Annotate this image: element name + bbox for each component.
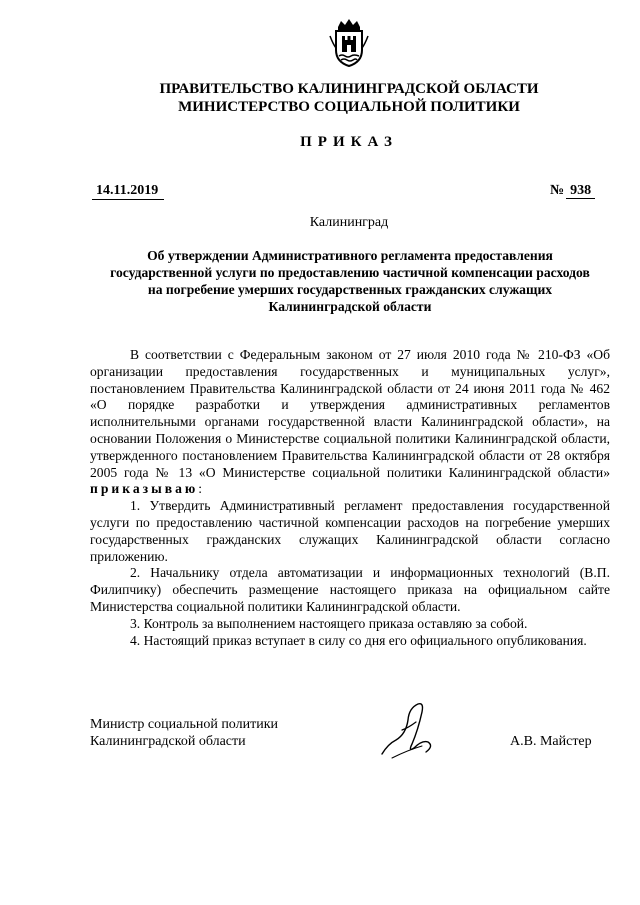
header-ministry: МИНИСТЕРСТВО СОЦИАЛЬНОЙ ПОЛИТИКИ	[178, 99, 520, 115]
order-item-3: 3. Контроль за выполнением настоящего приказа оставляю за собой.	[130, 615, 528, 631]
preamble-colon: :	[198, 481, 203, 497]
subject-line: Калининградской области	[268, 299, 432, 314]
order-word: приказываю	[90, 481, 199, 497]
order-date: 14.11.2019	[92, 183, 164, 200]
order-title: ПРИКАЗ	[300, 134, 398, 150]
handwritten-signature-icon	[378, 700, 440, 762]
preamble-paragraph	[90, 347, 610, 498]
number-value: 938	[566, 183, 595, 199]
coat-of-arms-icon	[328, 18, 370, 68]
position-line: Калининградской области	[90, 734, 246, 749]
document-header	[0, 80, 640, 116]
signatory-name: А.В. Майстер	[510, 734, 592, 749]
position-line: Министр социальной политики	[90, 717, 279, 732]
order-item-2: 2. Начальнику отдела автоматизации и информационных технологий (В.П. Филипчику) обеспечить размещение настоящего приказа на официальном сайте Министерства социальной политики Калининградской области.	[90, 565, 610, 614]
order-body	[90, 347, 610, 649]
order-item-1: 1. Утвердить Административный регламент предоставления государственной услуги по предоставлению частичной компенсации расходов на погребение умерших государственных гражданских служащих Калининградской области согласно приложению.	[90, 498, 610, 564]
subject-line: государственной услуги по предоставлению частичной компенсации расходов	[110, 265, 590, 280]
order-subject	[82, 247, 618, 315]
subject-line: Об утверждении Административного регламента предоставления	[147, 248, 553, 263]
order-item-4: 4. Настоящий приказ вступает в силу со дня его официального опубликования.	[130, 632, 587, 648]
city: Калининград	[309, 215, 389, 230]
subject-line: на погребение умерших государственных гражданских служащих	[147, 282, 553, 297]
header-government: ПРАВИТЕЛЬСТВО КАЛИНИНГРАДСКОЙ ОБЛАСТИ	[159, 81, 539, 97]
order-number	[550, 183, 595, 199]
preamble-text: В соответствии с Федеральным законом от 27 июля 2010 года № 210-ФЗ «Об организации предоставления государственных и муниципальных услуг», постановлением Правительства Калининградской области от 24 июня 2011 года № 462 «О порядке разработки и утверждения административных регламентов исполнительными органами государственной власти Калининградской области», на основании Положения о Министерстве социальной политики Калининградской области, утвержденного постановлением Правительства Калининградской области от 28 октября 2005 года № 13 «О Министерстве социальной политики Калининградской области»	[90, 347, 610, 480]
signatory-position	[90, 716, 278, 750]
number-sign: №	[550, 183, 565, 198]
